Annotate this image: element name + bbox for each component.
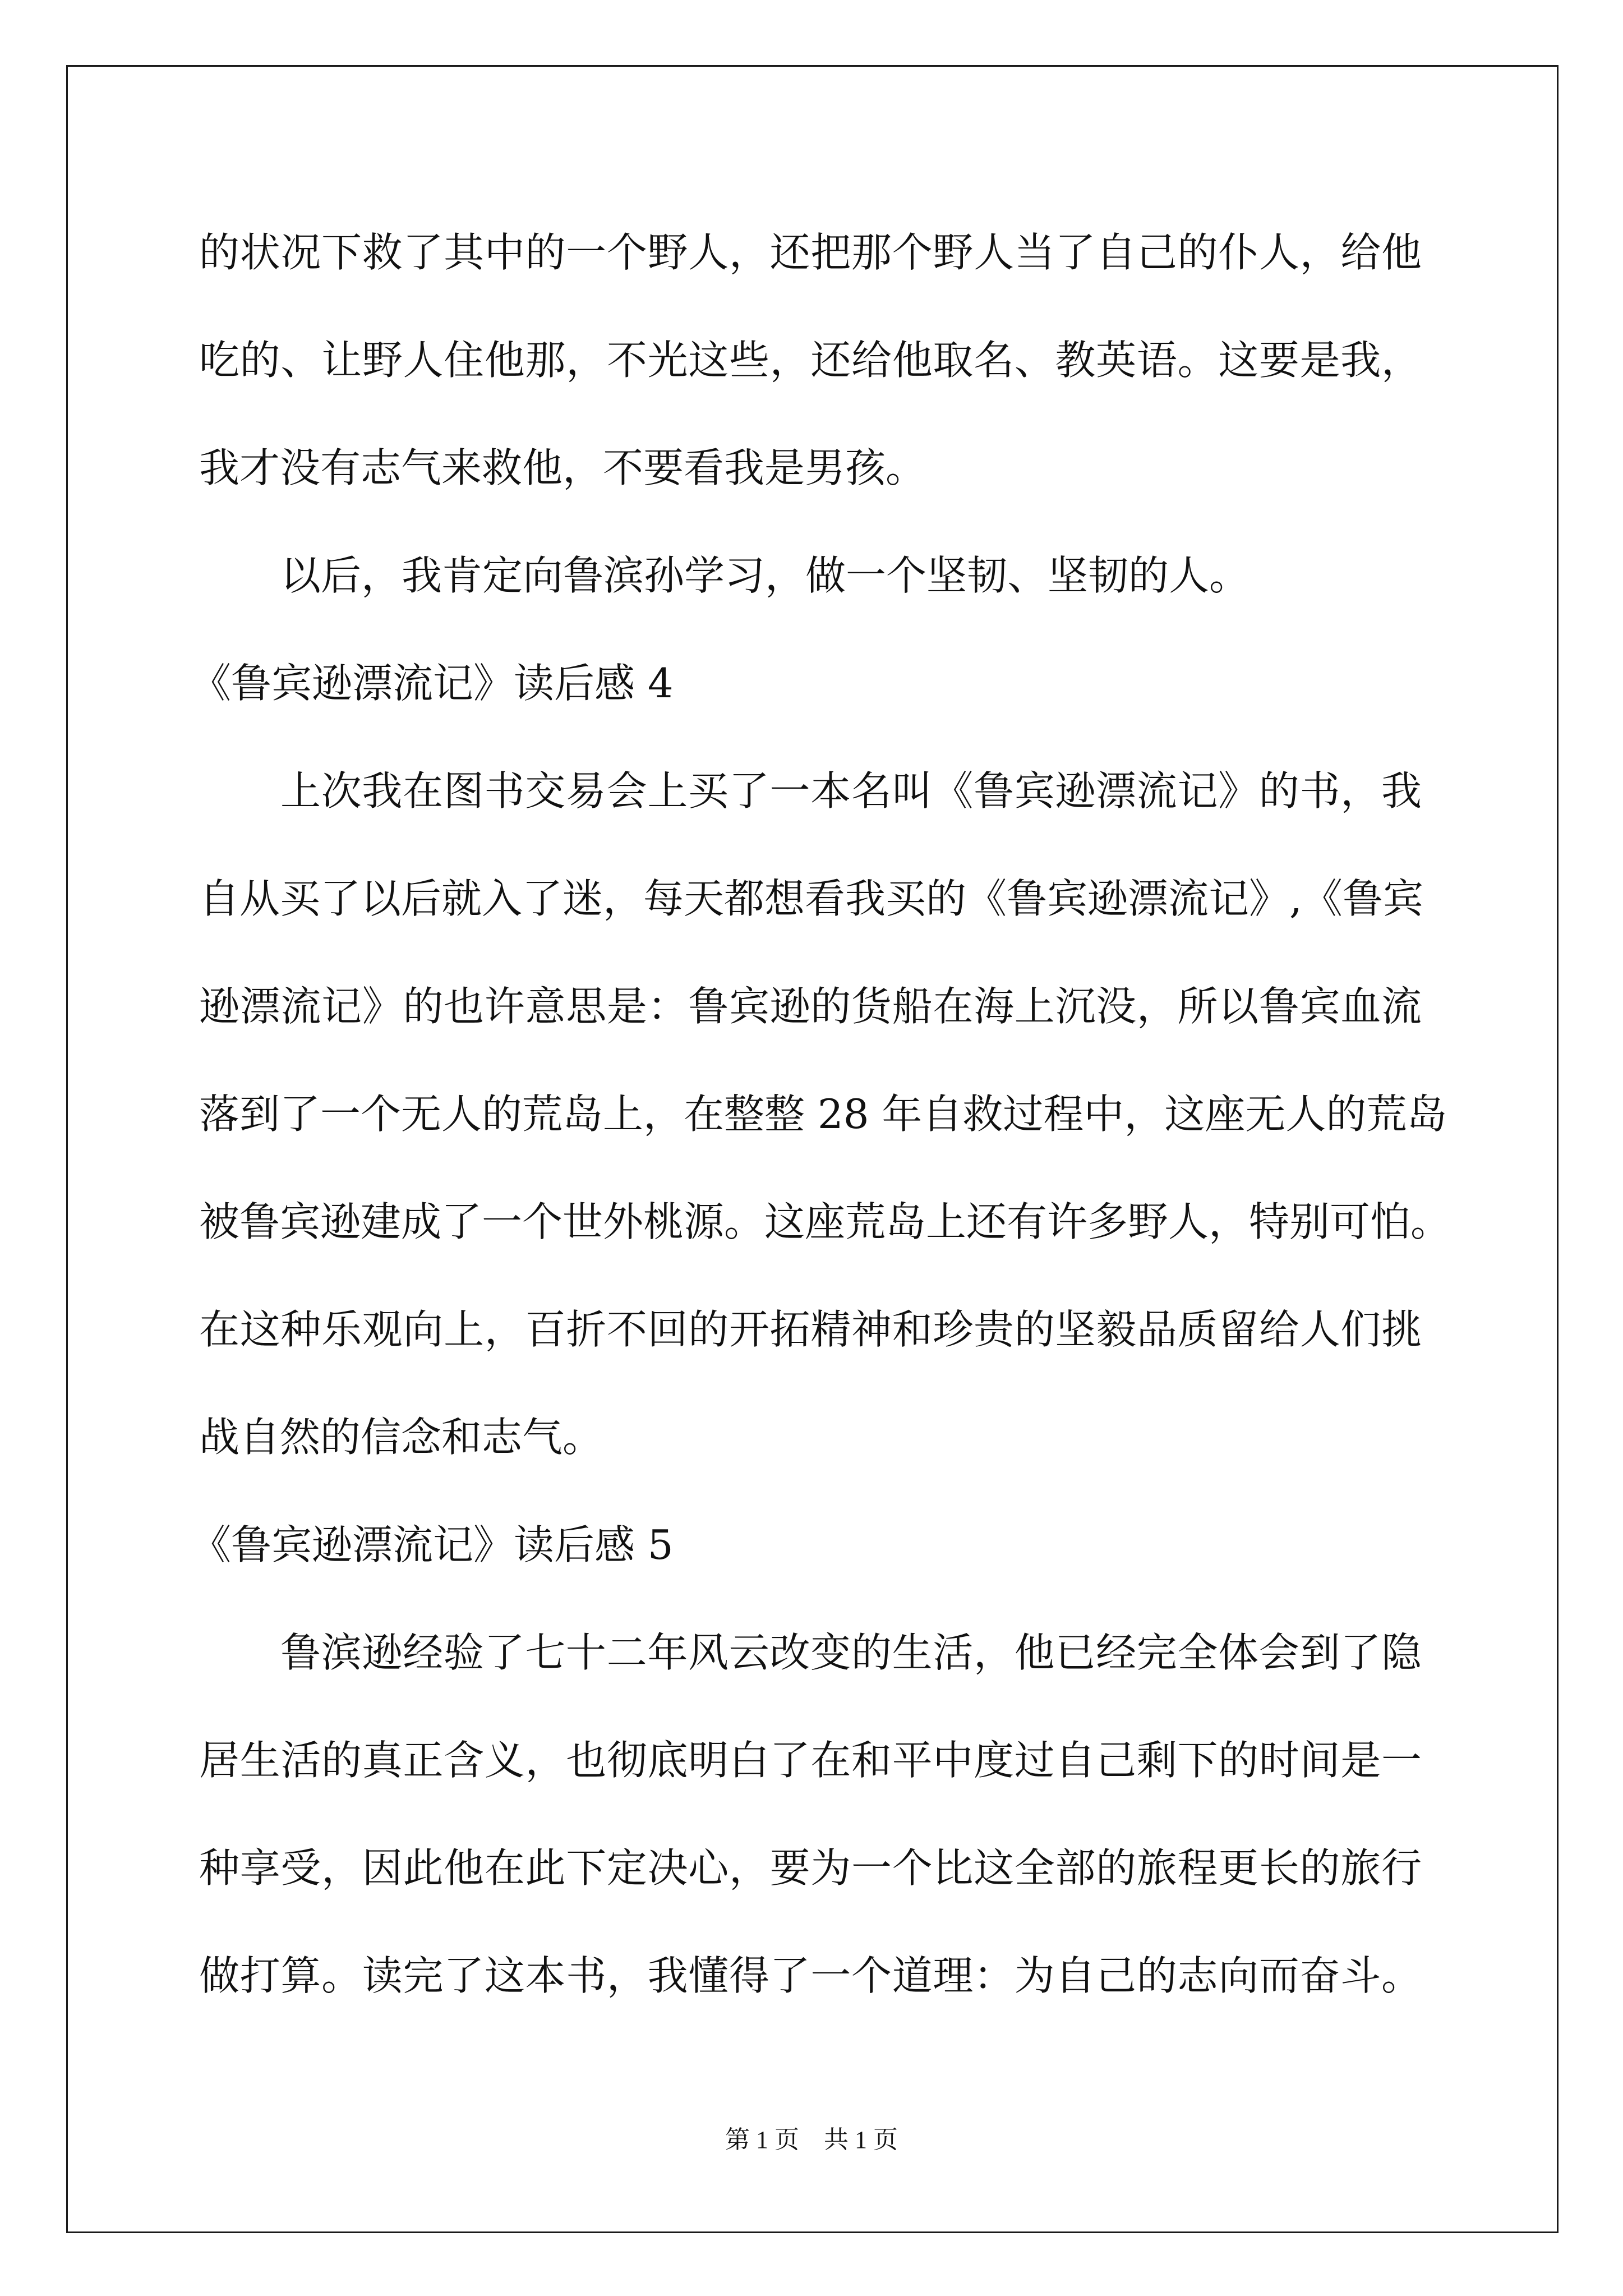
section-heading: 《鲁宾逊漂流记》读后感 5 [191,1521,674,1568]
paragraph-line: 落到了一个无人的荒岛上，在整整 28 年自救过程中，这座无人的荒岛 [199,1091,1447,1138]
section-heading: 《鲁宾逊漂流记》读后感 4 [191,660,674,707]
paragraph-line: 战自然的信念和志气。 [199,1414,603,1461]
paragraph-line: 做打算。读完了这本书，我懂得了一个道理：为自己的志向而奋斗。 [199,1952,1422,1999]
paragraph-line: 上次我在图书交易会上买了一本名叫《鲁宾逊漂流记》的书，我 [280,767,1422,815]
paragraph-line: 居生活的真正含义，也彻底明白了在和平中度过自己剩下的时间是一 [199,1737,1422,1784]
paragraph-line: 种享受，因此他在此下定决心，要为一个比这全部的旅程更长的旅行 [199,1844,1422,1892]
paragraph-line: 我才没有志气来救他，不要看我是男孩。 [199,444,926,491]
paragraph-line: 逊漂流记》的也许意思是：鲁宾逊的货船在海上沉没，所以鲁宾血流 [199,983,1422,1030]
paragraph-line: 自从买了以后就入了迷，每天都想看我买的《鲁宾逊漂流记》,《鲁宾 [199,875,1423,922]
paragraph-line: 在这种乐观向上，百折不回的开拓精神和珍贵的坚毅品质留给人们挑 [199,1306,1422,1353]
page-footer: 第 1 页 共 1 页 [725,2126,898,2154]
paragraph-line: 的状况下救了其中的一个野人，还把那个野人当了自己的仆人，给他 [199,229,1422,276]
paragraph-line: 以后，我肯定向鲁滨孙学习，做一个坚韧、坚韧的人。 [280,552,1250,599]
paragraph-line: 被鲁宾逊建成了一个世外桃源。这座荒岛上还有许多野人，特别可怕。 [199,1198,1451,1245]
paragraph-line: 鲁滨逊经验了七十二年风云改变的生活，他已经完全体会到了隐 [280,1629,1422,1676]
paragraph-line: 吃的、让野人住他那，不光这些，还给他取名、教英语。这要是我， [199,337,1422,384]
